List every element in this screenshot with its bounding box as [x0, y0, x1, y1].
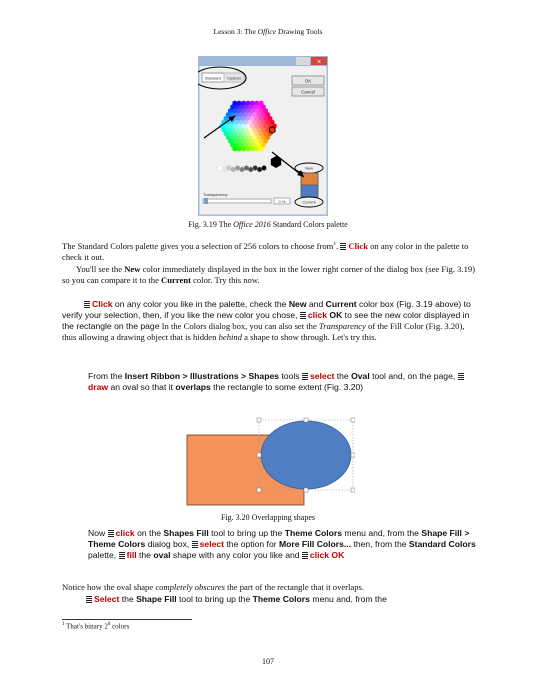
superscript-exponent: 8	[107, 622, 111, 627]
select-keyword: Select	[94, 594, 120, 604]
tab-standard-label: Standard	[204, 75, 222, 81]
text: In the Colors dialog box, you can also set the	[159, 321, 319, 331]
text: and	[306, 299, 326, 309]
colors-dialog-screenshot	[198, 56, 328, 216]
paragraph-standard-colors	[62, 239, 480, 263]
text: color box (Fig. 3.19 above) to verify your selection, then, if you like the new color you chose,	[62, 299, 471, 320]
mouse-click-icon	[302, 552, 308, 559]
new-label: New	[304, 165, 314, 171]
mouse-click-icon	[86, 596, 92, 603]
text: palette,	[88, 550, 119, 560]
text: color immediately displayed in the box in the lower right corner of the dialog box (see Fig. 3.19) so you can compare it to the	[62, 264, 476, 285]
overlapping-shapes-figure	[185, 417, 355, 507]
running-header	[0, 27, 536, 36]
mouse-click-icon	[84, 301, 90, 308]
select-keyword: select	[309, 371, 335, 381]
text: That's binary 2	[64, 622, 108, 631]
click-keyword: Click	[92, 299, 113, 309]
text: the	[119, 594, 137, 604]
paragraph-new-color	[62, 264, 480, 286]
bold-theme-colors: Theme Colors	[284, 528, 343, 538]
paragraph-click-instructions	[62, 299, 480, 343]
footnote-number: 1	[62, 622, 65, 627]
blue-oval[interactable]	[261, 421, 351, 489]
fill-keyword: fill	[126, 550, 137, 560]
bold-new: New	[124, 264, 141, 274]
click-keyword: Click	[348, 240, 368, 251]
bold-theme-colors: Theme Colors	[252, 594, 310, 604]
text: The Standard Colors palette gives you a selection of 256 colors to choose from	[62, 240, 334, 251]
text: the rectangle to some extent (Fig. 3.20)	[210, 382, 364, 392]
mouse-click-icon	[119, 552, 125, 559]
cancel-button-label: Cancel	[300, 89, 316, 95]
caption-text: Fig. 3.19 The	[188, 220, 234, 229]
mouse-click-icon	[340, 243, 346, 250]
text: tools	[279, 371, 302, 381]
draw-keyword: draw	[88, 382, 109, 392]
text: on any color in the palette to check it out.	[62, 240, 469, 262]
bold-ok: OK	[329, 310, 343, 320]
text: Now	[88, 528, 108, 538]
text: shape with any color you like and	[170, 550, 302, 560]
text: color. Try this now.	[190, 275, 260, 285]
new-color-box	[301, 173, 318, 185]
text: to see the new color displayed in the rectangle on the page	[62, 310, 470, 331]
text: You'll see the	[76, 264, 125, 274]
text: the option for	[224, 539, 279, 549]
mouse-click-icon	[458, 373, 464, 380]
tab-custom-label: Custom	[227, 75, 241, 81]
select-keyword: select	[199, 539, 225, 549]
bold-more-fill-colors: More Fill Colors...	[278, 539, 352, 549]
bold-overlaps: overlaps	[175, 382, 211, 392]
text: of the Fill Color (Fig. 3.20), thus allowing a drawing object that is hidden	[62, 321, 465, 342]
text: the	[136, 550, 154, 560]
text: an oval so that it	[108, 382, 176, 392]
footnote-divider	[62, 619, 192, 620]
text: tool to bring up the	[176, 594, 253, 604]
bold-path: Insert Ribbon > Illustrations > Shapes	[124, 371, 280, 381]
text: dialog box,	[145, 539, 192, 549]
page-number: 107	[262, 657, 274, 666]
caption-italic: Office 2016	[233, 220, 271, 229]
close-icon: ×	[316, 59, 322, 66]
bold-oval: Oval	[351, 371, 370, 381]
text: menu and, from the	[342, 528, 422, 538]
header-text-suffix: Drawing Tools	[276, 27, 323, 36]
overlapping-shapes-graphic	[185, 417, 355, 507]
transparency-value: 0 %	[278, 198, 286, 204]
paragraph-draw-oval	[88, 371, 478, 393]
figure-caption-3-19	[0, 220, 536, 229]
bold-current: Current	[161, 275, 191, 285]
text: tool and, on the page,	[369, 371, 458, 381]
text: the part of the rectangle that it overlaps.	[224, 582, 365, 592]
header-text: Lesson 3: The	[213, 27, 258, 36]
text: tool to bring up the	[208, 528, 285, 538]
text: then, from the	[351, 539, 409, 549]
transparency-slider[interactable]	[203, 199, 271, 203]
mouse-click-icon	[108, 530, 114, 537]
transparency-label: Transparency:	[203, 192, 229, 197]
paragraph-shape-fill	[88, 528, 478, 561]
colors-dialog-graphic	[198, 56, 328, 216]
current-color-box	[301, 185, 318, 197]
current-label: Current	[302, 199, 316, 205]
mouse-click-icon	[300, 312, 306, 319]
text: Notice how the oval shape	[62, 582, 156, 592]
header-italic: Office	[257, 27, 277, 36]
ok-button-label: OK	[304, 78, 312, 84]
text: menu and, from the	[309, 594, 387, 604]
text: the	[334, 371, 352, 381]
bold-standard-colors: Standard Colors	[408, 539, 476, 549]
bold-oval: oval	[153, 550, 171, 560]
text: colors	[110, 622, 130, 631]
figure-caption-3-20: Fig. 3.20 Overlapping shapes	[221, 513, 315, 522]
footnote-ref: 1	[333, 241, 337, 247]
bold-current: Current	[325, 299, 357, 309]
paragraph-select-shape-fill	[62, 594, 480, 605]
mouse-click-icon	[192, 541, 198, 548]
paragraph-notice	[62, 582, 480, 593]
transparency-slider-thumb[interactable]	[204, 198, 208, 204]
bold-shape-fill: Shape Fill	[136, 594, 177, 604]
click-keyword: click	[115, 528, 135, 538]
mouse-click-icon	[302, 373, 308, 380]
footnote	[62, 622, 129, 630]
click-ok-keyword: click OK	[309, 550, 345, 560]
text: on any color you like in the palette, check the	[112, 299, 289, 309]
click-keyword: click	[307, 310, 328, 320]
italic-transparency: Transparency	[318, 321, 366, 331]
help-button[interactable]	[296, 57, 310, 65]
bold-new: New	[288, 299, 307, 309]
italic-behind: behind	[218, 332, 242, 342]
bold-path: Shape Fill > Theme Colors	[88, 528, 470, 549]
text: From the	[88, 371, 125, 381]
bold-shapes-fill: Shapes Fill	[163, 528, 209, 538]
text: .	[336, 240, 341, 251]
caption-text-suffix: Standard Colors palette	[270, 220, 348, 229]
text: on the	[134, 528, 164, 538]
text: a shape to show through. Let's try this.	[241, 332, 377, 342]
italic-completely-obscures: completely obscures	[155, 582, 225, 592]
